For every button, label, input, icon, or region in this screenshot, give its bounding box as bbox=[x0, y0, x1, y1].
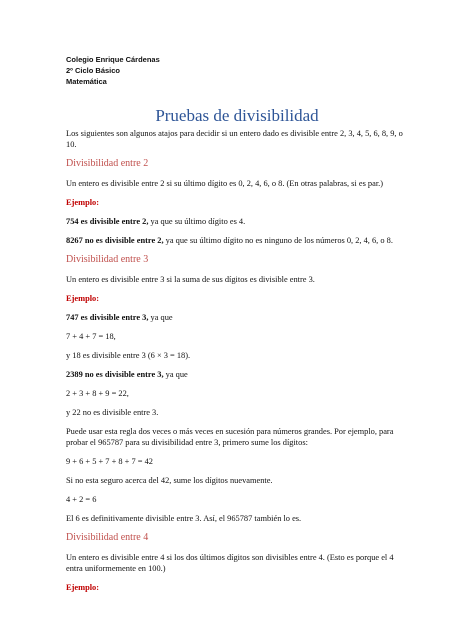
grade-level: 2º Ciclo Básico bbox=[66, 66, 121, 75]
example-2389-rest: ya que bbox=[163, 370, 188, 379]
big-number-sum: 9 + 6 + 5 + 7 + 8 + 7 = 42 bbox=[66, 457, 153, 466]
document-body bbox=[66, 128, 412, 601]
unsure-note: Si no esta seguro acerca del 42, sume los dígitos nuevamente. bbox=[66, 476, 273, 485]
rule-div4: Un entero es divisible entre 4 si los dos últimos dígitos son divisibles entre 4. (Esto es porque el 4 entra uniformemente en 100.) bbox=[66, 553, 394, 573]
section-heading-div2: Divisibilidad entre 2 bbox=[66, 158, 149, 169]
repeat-rule-note: Puede usar esta regla dos veces o más veces en sucesión para números grandes. Por ejemplo, para probar el 965787 para su divisibilidad entre 3, primero sume los dígitos: bbox=[66, 427, 394, 447]
example-754-bold: 754 es divisible entre 2, bbox=[66, 217, 149, 226]
section-heading-div3: Divisibilidad entre 3 bbox=[66, 254, 149, 265]
rule-div2: Un entero es divisible entre 2 si su último dígito es 0, 2, 4, 6, o 8. (En otras palabras, si es par.) bbox=[66, 179, 384, 188]
example-754-rest: ya que su último dígito es 4. bbox=[148, 217, 246, 226]
school-name: Colegio Enrique Cárdenas bbox=[66, 55, 160, 64]
section-heading-div4: Divisibilidad entre 4 bbox=[66, 532, 149, 543]
example-8267 bbox=[66, 235, 412, 246]
example-label-div3: Ejemplo: bbox=[66, 294, 100, 303]
example-2389-bold: 2389 no es divisible entre 3, bbox=[66, 370, 164, 379]
final-conclusion: El 6 es definitivamente divisible entre 3. Así, el 965787 también lo es. bbox=[66, 514, 302, 523]
page-title: Pruebas de divisibilidad bbox=[155, 106, 319, 125]
example-747-rest: ya que bbox=[148, 313, 173, 322]
example-8267-bold: 8267 no es divisible entre 2, bbox=[66, 236, 164, 245]
example-747-bold: 747 es divisible entre 3, bbox=[66, 313, 149, 322]
example-747 bbox=[66, 312, 412, 323]
intro-paragraph: Los siguientes son algunos atajos para decidir si un entero dado es divisible entre 2, 3, 4, 5, 6, 8, 9, o 10. bbox=[66, 129, 403, 149]
example-label-div4: Ejemplo: bbox=[66, 583, 100, 592]
example-label-div2: Ejemplo: bbox=[66, 198, 100, 207]
example-2389-sum: 2 + 3 + 8 + 9 = 22, bbox=[66, 389, 129, 398]
example-747-sum: 7 + 4 + 7 = 18, bbox=[66, 332, 116, 341]
example-2389-conclusion: y 22 no es divisible entre 3. bbox=[66, 408, 159, 417]
subject-name: Matemática bbox=[66, 77, 107, 86]
example-747-conclusion: y 18 es divisible entre 3 (6 × 3 = 18). bbox=[66, 351, 191, 360]
example-2389 bbox=[66, 369, 412, 380]
small-number-sum: 4 + 2 = 6 bbox=[66, 495, 97, 504]
example-8267-rest: ya que su último dígito no es ninguno de los números 0, 2, 4, 6, o 8. bbox=[163, 236, 393, 245]
rule-div3: Un entero es divisible entre 3 si la suma de sus dígitos es divisible entre 3. bbox=[66, 275, 315, 284]
document-header bbox=[66, 54, 160, 87]
example-754 bbox=[66, 216, 412, 227]
